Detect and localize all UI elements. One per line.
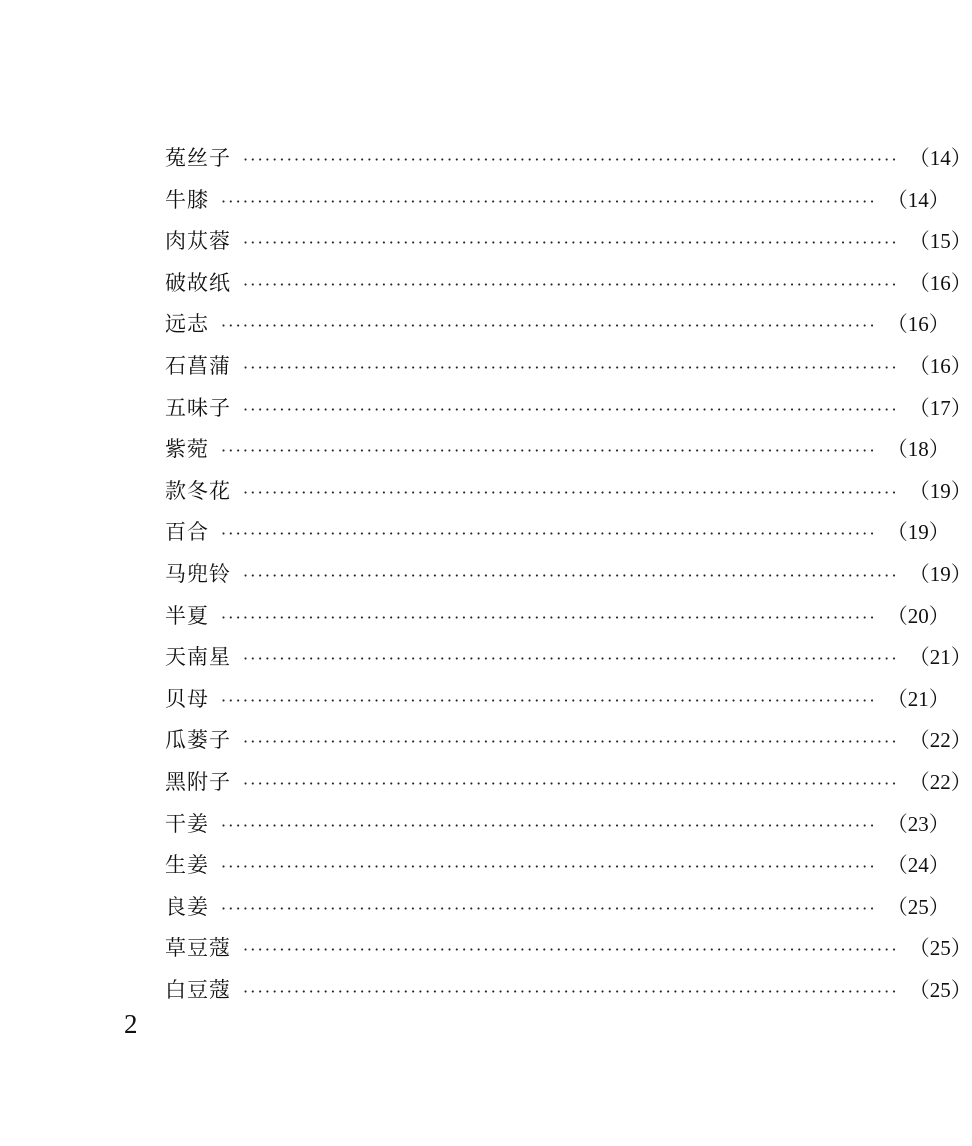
toc-entry-title: 贝母	[165, 686, 209, 711]
toc-leader-dots: ··························································································	[243, 150, 899, 169]
toc-entry-title: 远志	[165, 312, 209, 337]
toc-entry-title: 百合	[165, 520, 209, 545]
toc-entry[interactable]	[165, 679, 950, 721]
toc-entry-title: 牛膝	[165, 187, 209, 212]
toc-entry[interactable]	[165, 804, 950, 846]
toc-entry[interactable]	[165, 554, 972, 596]
toc-entry-page: （25）	[908, 977, 972, 1002]
toc-leader-dots: ··························································································	[221, 815, 877, 835]
toc-entry-page: （25）	[908, 936, 972, 961]
toc-entry-page: （19）	[908, 561, 972, 586]
toc-entry-title: 半夏	[165, 603, 209, 628]
toc-entry-page: （16）	[886, 312, 950, 337]
toc-entry-page: （20）	[886, 603, 950, 628]
toc-entry-page: （23）	[886, 811, 950, 836]
toc-leader-dots: ··························································································	[243, 233, 899, 253]
toc-entry[interactable]	[165, 429, 950, 471]
toc-entry[interactable]	[165, 845, 950, 887]
toc-leader-dots: ··························································································	[221, 524, 877, 544]
toc-leader-dots: ··························································································	[221, 898, 877, 918]
toc-entry[interactable]	[165, 887, 950, 929]
toc-entry-title: 石菖蒲	[165, 353, 231, 378]
toc-entry[interactable]	[165, 388, 972, 430]
toc-entry-page: （17）	[908, 395, 972, 420]
toc-entry-title: 菟丝子	[165, 146, 231, 170]
toc-entry-page: （24）	[886, 853, 950, 878]
table-of-contents	[165, 138, 972, 1011]
toc-entry-page: （22）	[908, 769, 972, 794]
toc-leader-dots: ··························································································	[221, 191, 877, 211]
toc-entry[interactable]	[165, 512, 950, 554]
toc-leader-dots: ··························································································	[243, 773, 899, 793]
toc-entry-title: 瓜蒌子	[165, 728, 231, 753]
page-number: 2	[124, 1009, 138, 1039]
toc-entry-page: （14）	[886, 187, 950, 212]
toc-entry-title: 破故纸	[165, 270, 231, 295]
toc-leader-dots: ··························································································	[243, 482, 899, 502]
toc-leader-dots: ··························································································	[243, 399, 899, 419]
toc-leader-dots: ··························································································	[243, 274, 899, 294]
toc-entry-title: 生姜	[165, 853, 209, 878]
toc-entry[interactable]	[165, 970, 972, 1012]
toc-leader-dots: ··························································································	[243, 649, 899, 669]
toc-entry-title: 干姜	[165, 811, 209, 836]
toc-leader-dots: ··························································································	[221, 857, 877, 877]
toc-entry-title: 款冬花	[165, 478, 231, 503]
toc-leader-dots: ··························································································	[221, 607, 877, 627]
toc-entry[interactable]	[165, 138, 972, 180]
toc-leader-dots: ··························································································	[221, 441, 877, 461]
toc-entry[interactable]	[165, 304, 950, 346]
toc-entry[interactable]	[165, 720, 972, 762]
toc-entry[interactable]	[165, 762, 972, 804]
toc-leader-dots: ··························································································	[243, 732, 899, 752]
toc-entry[interactable]	[165, 471, 972, 513]
toc-entry-page: （18）	[886, 437, 950, 462]
toc-entry-title: 良姜	[165, 894, 209, 919]
toc-leader-dots: ··························································································	[243, 940, 899, 960]
toc-entry-page: （19）	[886, 520, 950, 545]
toc-entry-page: （21）	[886, 686, 950, 711]
toc-entry[interactable]	[165, 346, 972, 388]
toc-entry[interactable]	[165, 263, 972, 305]
toc-entry[interactable]	[165, 180, 950, 222]
toc-entry-title: 天南星	[165, 645, 231, 670]
toc-entry-title: 紫菀	[165, 437, 209, 462]
toc-leader-dots: ··························································································	[243, 565, 899, 585]
toc-entry[interactable]	[165, 596, 950, 638]
toc-entry-title: 白豆蔻	[165, 977, 231, 1002]
toc-leader-dots: ··························································································	[243, 357, 899, 377]
toc-entry-page: （15）	[908, 229, 972, 254]
toc-leader-dots: ··························································································	[221, 316, 877, 336]
toc-entry-title: 黑附子	[165, 769, 231, 794]
toc-entry-page: （22）	[908, 728, 972, 753]
toc-leader-dots: ··························································································	[243, 981, 899, 1001]
toc-entry-page: （25）	[886, 894, 950, 919]
toc-entry-title: 五味子	[165, 395, 231, 420]
toc-entry-title: 肉苁蓉	[165, 229, 231, 254]
toc-leader-dots: ··························································································	[221, 690, 877, 710]
toc-entry[interactable]	[165, 637, 972, 679]
toc-entry[interactable]	[165, 928, 972, 970]
toc-entry-page: （16）	[908, 353, 972, 378]
toc-entry-page: （19）	[908, 478, 972, 503]
toc-entry-page: （16）	[908, 270, 972, 295]
toc-entry-page: （14）	[908, 146, 972, 170]
toc-entry-page: （21）	[908, 645, 972, 670]
toc-entry[interactable]	[165, 221, 972, 263]
toc-entry-title: 马兜铃	[165, 561, 231, 586]
toc-entry-title: 草豆蔻	[165, 936, 231, 961]
